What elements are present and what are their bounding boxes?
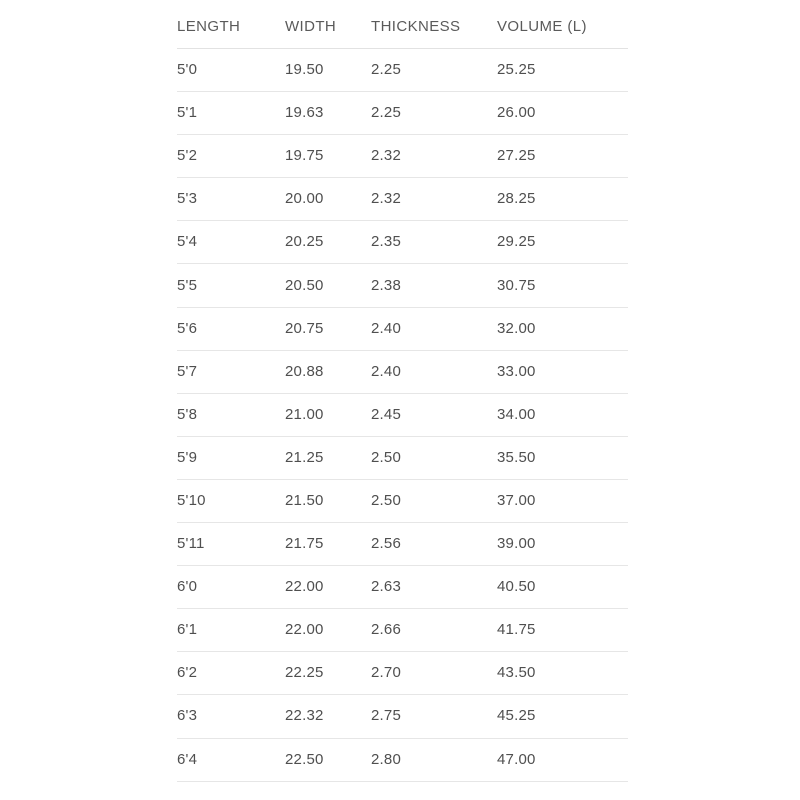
table-row: [177, 695, 628, 738]
cell-length: 6'1: [177, 621, 198, 639]
cell-width: 22.00: [285, 578, 324, 596]
cell-volume: 37.00: [497, 491, 536, 509]
cell-thickness: 2.75: [371, 707, 401, 725]
table-row: [177, 221, 628, 264]
cell-length: 5'10: [177, 491, 206, 509]
cell-thickness: 2.50: [371, 448, 401, 466]
cell-width: 22.32: [285, 707, 324, 725]
cell-thickness: 2.80: [371, 750, 401, 768]
cell-thickness: 2.40: [371, 319, 401, 337]
table-row: [177, 308, 628, 351]
cell-width: 19.50: [285, 61, 324, 79]
cell-width: 20.75: [285, 319, 324, 337]
cell-width: 22.00: [285, 621, 324, 639]
table-row: [177, 739, 628, 782]
cell-width: 21.00: [285, 405, 324, 423]
header-thickness: THICKNESS: [371, 18, 461, 35]
cell-volume: 25.25: [497, 61, 536, 79]
table-row: [177, 652, 628, 695]
cell-volume: 30.75: [497, 276, 536, 294]
cell-volume: 29.25: [497, 233, 536, 251]
size-chart-table: [177, 6, 628, 782]
table-row: [177, 394, 628, 437]
cell-volume: 28.25: [497, 190, 536, 208]
cell-length: 6'0: [177, 578, 198, 596]
cell-thickness: 2.32: [371, 147, 401, 165]
cell-length: 5'11: [177, 535, 205, 553]
cell-length: 5'4: [177, 233, 198, 251]
table-header-row: [177, 6, 628, 49]
table-row: [177, 264, 628, 307]
cell-thickness: 2.25: [371, 61, 401, 79]
cell-length: 5'6: [177, 319, 198, 337]
cell-volume: 34.00: [497, 405, 536, 423]
table-row: [177, 92, 628, 135]
cell-volume: 26.00: [497, 104, 536, 122]
table-row: [177, 178, 628, 221]
cell-length: 5'8: [177, 405, 198, 423]
table-row: [177, 135, 628, 178]
cell-length: 6'3: [177, 707, 198, 725]
cell-width: 19.63: [285, 104, 324, 122]
cell-volume: 32.00: [497, 319, 536, 337]
header-length: LENGTH: [177, 18, 241, 35]
cell-length: 5'0: [177, 61, 198, 79]
cell-width: 20.88: [285, 362, 324, 380]
cell-thickness: 2.40: [371, 362, 401, 380]
cell-thickness: 2.63: [371, 578, 401, 596]
cell-length: 5'7: [177, 362, 198, 380]
cell-volume: 47.00: [497, 750, 536, 768]
table-row: [177, 609, 628, 652]
cell-length: 5'3: [177, 190, 198, 208]
table-row: [177, 49, 628, 92]
cell-width: 20.50: [285, 276, 324, 294]
cell-volume: 43.50: [497, 664, 536, 682]
cell-width: 20.00: [285, 190, 324, 208]
cell-thickness: 2.50: [371, 491, 401, 509]
cell-length: 5'9: [177, 448, 198, 466]
cell-thickness: 2.66: [371, 621, 401, 639]
cell-thickness: 2.70: [371, 664, 401, 682]
table-row: [177, 523, 628, 566]
cell-thickness: 2.56: [371, 535, 401, 553]
cell-width: 21.25: [285, 448, 324, 466]
cell-width: 21.50: [285, 491, 324, 509]
cell-thickness: 2.32: [371, 190, 401, 208]
table-row: [177, 566, 628, 609]
cell-width: 19.75: [285, 147, 324, 165]
cell-width: 21.75: [285, 535, 324, 553]
cell-volume: 40.50: [497, 578, 536, 596]
cell-length: 6'4: [177, 750, 198, 768]
cell-length: 5'2: [177, 147, 198, 165]
cell-thickness: 2.25: [371, 104, 401, 122]
cell-length: 5'1: [177, 104, 198, 122]
cell-length: 6'2: [177, 664, 198, 682]
table-body: [177, 49, 628, 782]
header-volume: VOLUME (L): [497, 18, 587, 35]
cell-volume: 27.25: [497, 147, 536, 165]
cell-width: 22.25: [285, 664, 324, 682]
cell-length: 5'5: [177, 276, 198, 294]
header-width: WIDTH: [285, 18, 337, 35]
cell-thickness: 2.38: [371, 276, 401, 294]
table-row: [177, 437, 628, 480]
cell-thickness: 2.45: [371, 405, 401, 423]
table-row: [177, 480, 628, 523]
cell-volume: 45.25: [497, 707, 536, 725]
cell-thickness: 2.35: [371, 233, 401, 251]
cell-volume: 41.75: [497, 621, 536, 639]
table-row: [177, 351, 628, 394]
cell-volume: 39.00: [497, 535, 536, 553]
cell-volume: 33.00: [497, 362, 536, 380]
cell-volume: 35.50: [497, 448, 536, 466]
cell-width: 20.25: [285, 233, 324, 251]
cell-width: 22.50: [285, 750, 324, 768]
